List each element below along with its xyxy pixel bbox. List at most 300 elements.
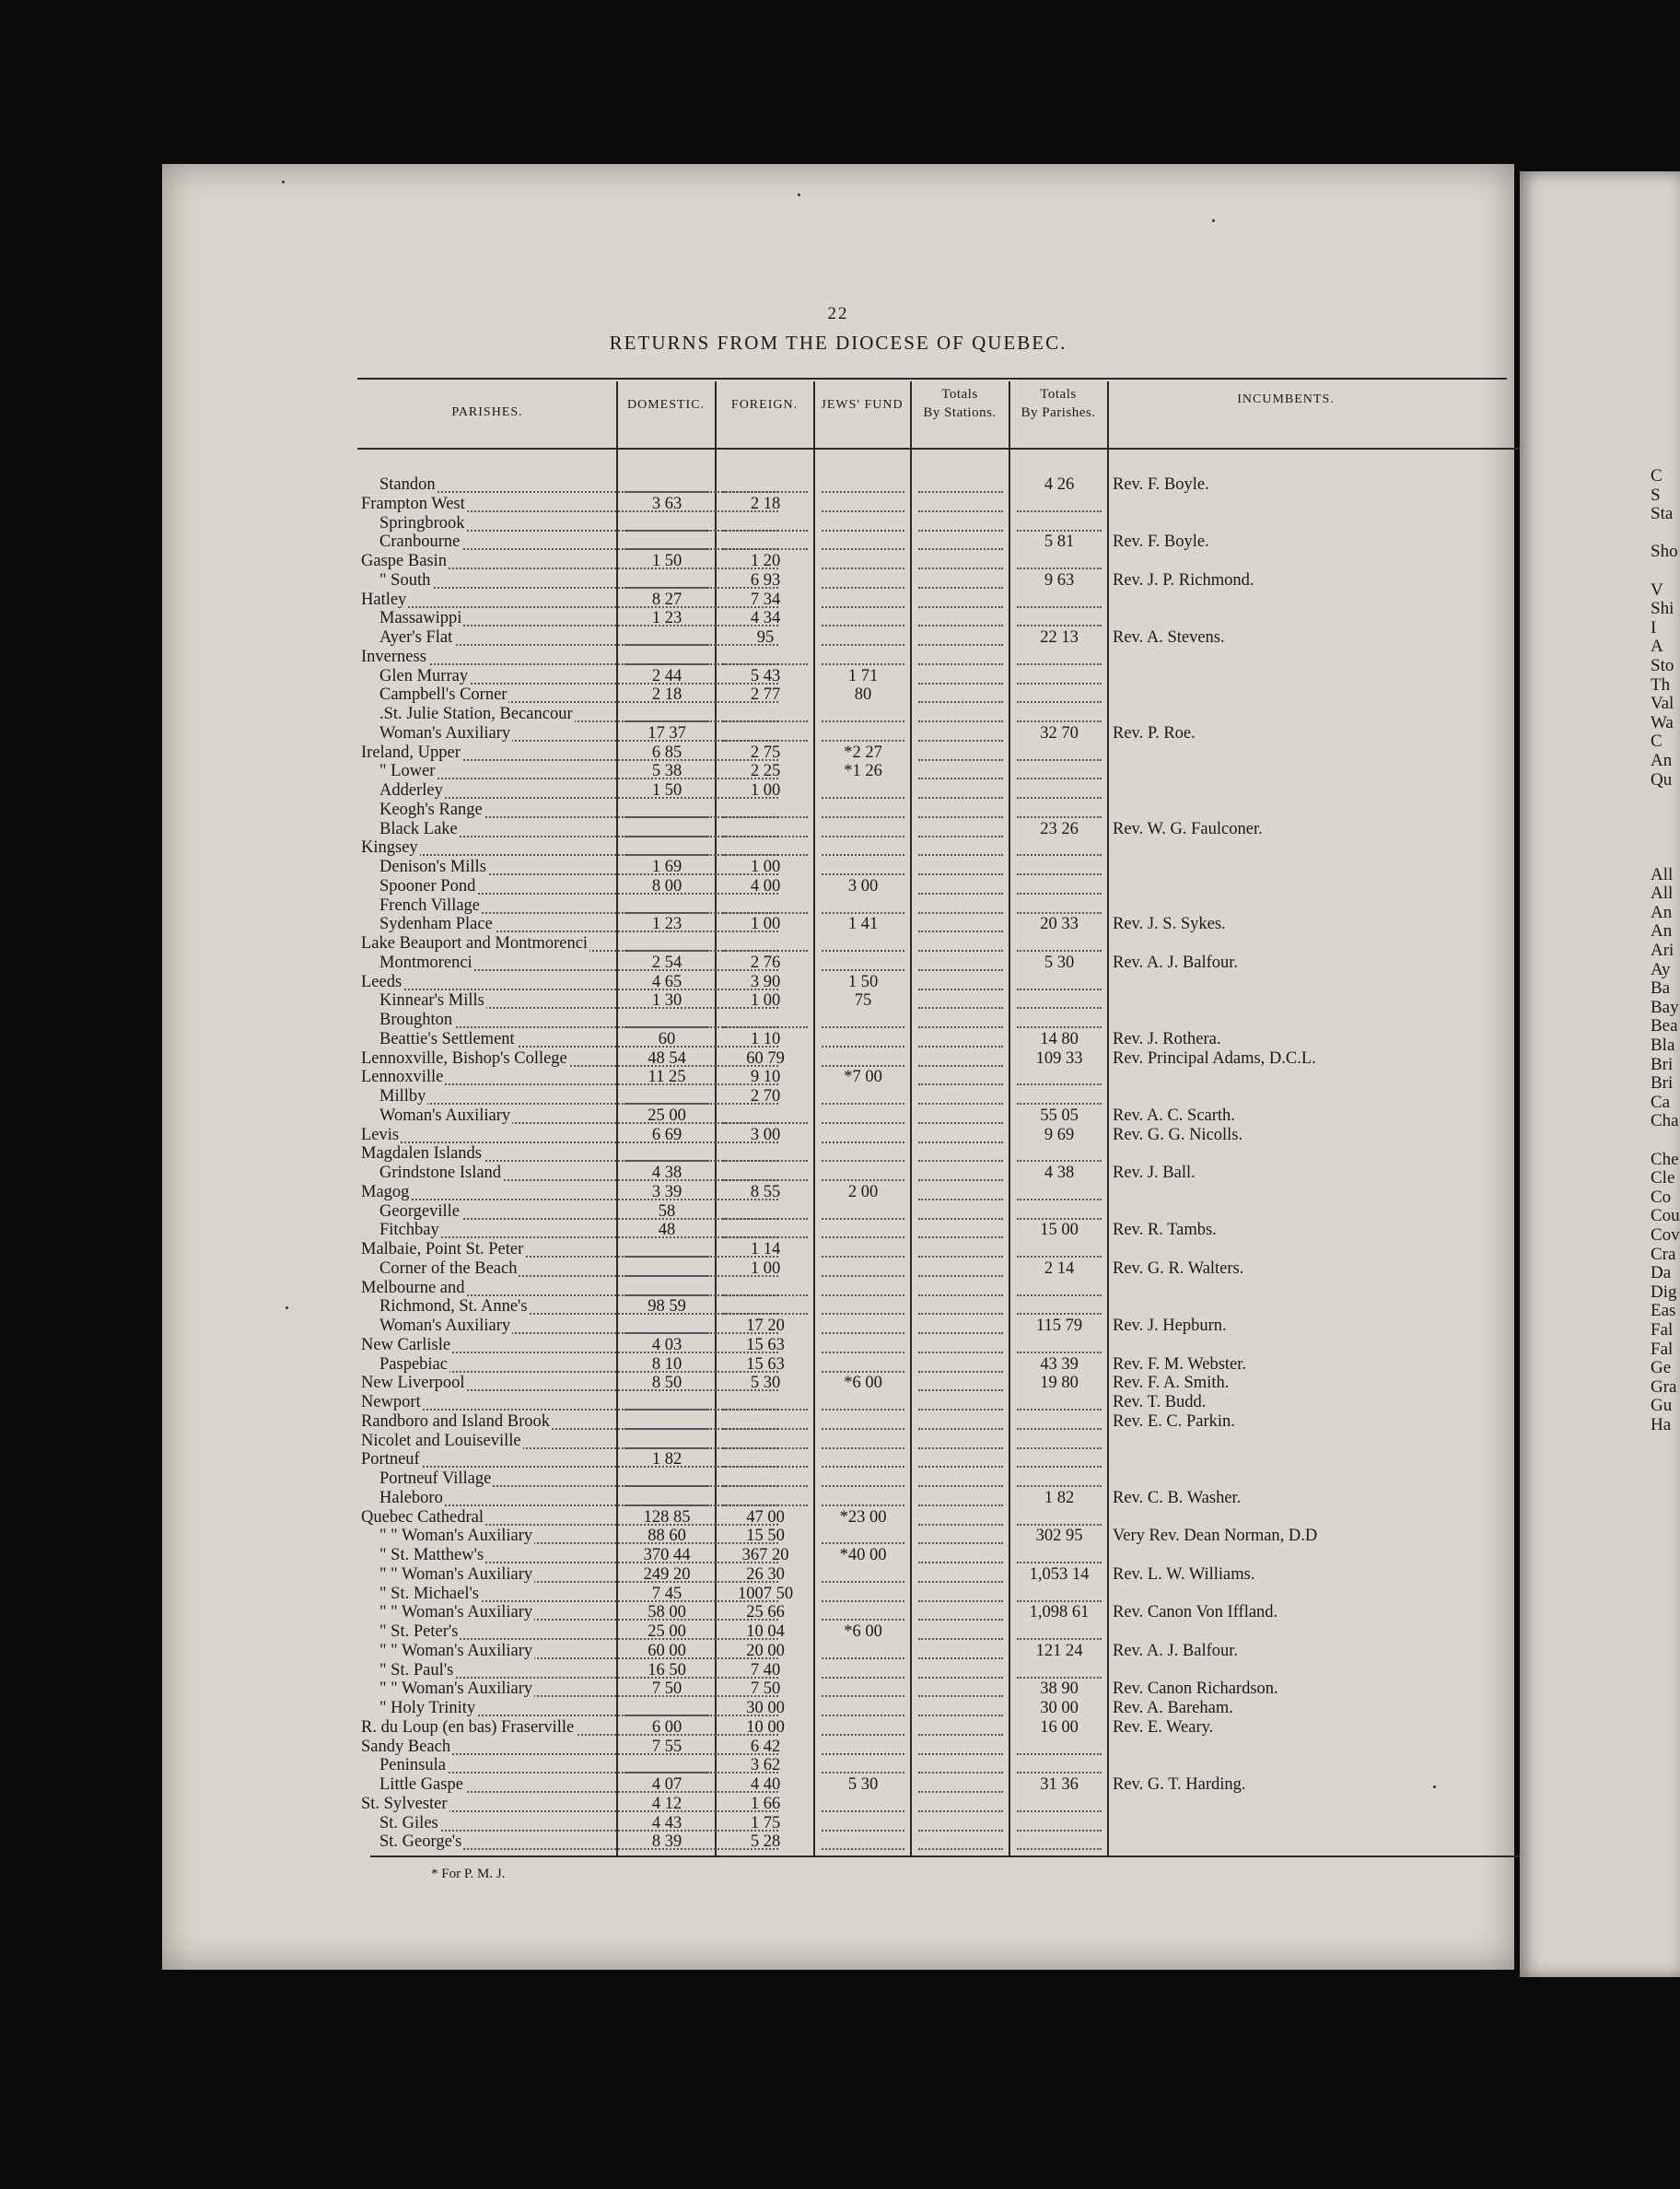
table-row xyxy=(162,1508,1514,1528)
totals-stations-cell xyxy=(913,1603,1009,1622)
foreign-cell xyxy=(718,1279,813,1298)
dot-leader xyxy=(918,571,1003,589)
foreign-cell xyxy=(718,896,813,916)
domestic-cell: 7 45 xyxy=(651,1584,682,1603)
totals-parishes-cell xyxy=(1011,1756,1107,1775)
parish-name xyxy=(361,1126,778,1145)
incumbent-cell xyxy=(1113,648,1509,667)
domestic-cell: 249 20 xyxy=(643,1564,691,1584)
dot-leader xyxy=(822,1585,904,1602)
totals-parishes-cell xyxy=(1011,1011,1107,1030)
totals-stations-cell xyxy=(913,1106,1009,1126)
dot-leader xyxy=(822,1030,904,1048)
dot-leader xyxy=(918,667,1003,685)
foreign-cell: 7 34 xyxy=(750,590,781,609)
facing-page-fragment: Cle xyxy=(1651,1168,1675,1188)
dot-leader xyxy=(1017,514,1102,532)
incumbent-cell: Rev. A. C. Scarth. xyxy=(1113,1106,1235,1125)
foreign-cell xyxy=(718,838,813,858)
table-row xyxy=(162,1259,1514,1279)
incumbent-cell xyxy=(1113,1297,1509,1317)
totals-stations-cell xyxy=(913,1336,1009,1355)
parish-name-text: " South xyxy=(379,570,431,590)
totals-parishes-cell xyxy=(1011,1450,1107,1469)
dot-leader xyxy=(1017,1432,1102,1449)
dot-leader xyxy=(918,858,1003,875)
jews-fund-cell: 1 41 xyxy=(847,915,879,934)
dot-leader xyxy=(822,781,904,799)
parish-name-text: Frampton West xyxy=(361,494,465,513)
facing-page-fragment: S xyxy=(1651,485,1661,505)
dot-leader xyxy=(822,1317,904,1334)
dot-leader xyxy=(822,1240,904,1258)
dot-leader xyxy=(918,896,1003,914)
dot-leader xyxy=(1017,1011,1102,1028)
totals-stations-cell xyxy=(913,1240,1009,1259)
jews-fund-cell xyxy=(816,1489,910,1508)
dot-leader xyxy=(624,648,709,665)
totals-parishes-cell xyxy=(1011,685,1107,705)
incumbent-cell: Rev. G. R. Walters. xyxy=(1113,1258,1244,1278)
dot-leader xyxy=(918,1585,1003,1602)
parish-name xyxy=(361,934,778,954)
domestic-cell: 370 44 xyxy=(643,1546,691,1564)
incumbent-cell: Rev. F. A. Smith. xyxy=(1113,1374,1230,1393)
domestic-cell: 1 82 xyxy=(651,1450,682,1469)
dot-leader xyxy=(624,1489,709,1506)
parish-name-text: Ayer's Flat xyxy=(379,628,453,647)
jews-fund-cell xyxy=(816,838,910,858)
dot-leader xyxy=(918,1202,1003,1220)
table-row xyxy=(162,514,1514,533)
jews-fund-cell: *1 26 xyxy=(844,762,882,781)
domestic-cell: 4 12 xyxy=(651,1794,682,1813)
domestic-cell xyxy=(619,801,715,820)
parish-name-text: " St. Michael's xyxy=(379,1584,480,1603)
table-row xyxy=(162,1814,1514,1833)
totals-stations-cell xyxy=(913,934,1009,954)
foreign-cell: 2 25 xyxy=(750,762,781,781)
foreign-cell: 2 18 xyxy=(750,494,781,513)
totals-stations-cell xyxy=(913,609,1009,628)
dot-leader xyxy=(361,591,778,608)
parish-name-text: Hatley xyxy=(361,590,407,609)
incumbent-cell xyxy=(1113,1432,1509,1451)
jews-fund-cell xyxy=(816,1718,910,1738)
jews-fund-cell xyxy=(816,1336,910,1355)
jews-fund-cell: 1 71 xyxy=(847,666,879,685)
parish-name-text: Woman's Auxiliary xyxy=(379,1317,511,1335)
table-row xyxy=(162,552,1514,571)
dot-leader xyxy=(918,954,1003,971)
parish-name xyxy=(361,1068,778,1087)
dot-leader xyxy=(1017,1832,1102,1850)
domestic-cell: 1 50 xyxy=(651,781,682,800)
totals-parishes-cell xyxy=(1011,1469,1107,1489)
totals-parishes-cell xyxy=(1011,1183,1107,1202)
dot-leader xyxy=(361,973,778,990)
facing-page-fragment: Ba xyxy=(1651,978,1671,999)
jews-fund-cell xyxy=(816,820,910,839)
domestic-cell xyxy=(619,571,715,591)
totals-stations-cell xyxy=(913,1049,1009,1069)
incumbent-cell xyxy=(1113,1508,1509,1528)
parish-name-text: Peninsula xyxy=(379,1756,446,1775)
totals-stations-cell xyxy=(913,1068,1009,1087)
totals-parishes-cell xyxy=(1011,1412,1107,1432)
domestic-cell: 7 55 xyxy=(651,1737,682,1756)
domestic-cell: 4 38 xyxy=(651,1164,682,1182)
domestic-cell xyxy=(619,475,715,495)
totals-parishes-cell xyxy=(1011,896,1107,916)
jews-fund-cell: 5 30 xyxy=(847,1775,879,1794)
totals-parishes-cell: 30 00 xyxy=(1040,1699,1079,1717)
foreign-cell: 95 xyxy=(756,628,775,647)
table-row xyxy=(162,801,1514,820)
dot-leader xyxy=(624,820,709,837)
dot-leader xyxy=(918,1432,1003,1449)
foreign-cell: 7 40 xyxy=(750,1660,781,1680)
parish-name-text: Quebec Cathedral xyxy=(361,1507,484,1527)
totals-parishes-cell xyxy=(1011,1546,1107,1565)
header-totals-parishes-line1: Totals xyxy=(1040,387,1077,402)
parish-name-text: R. du Loup (en bas) Fraserville xyxy=(361,1717,575,1737)
dot-leader xyxy=(918,1183,1003,1200)
dot-leader xyxy=(918,705,1003,722)
paper-speck xyxy=(1433,1785,1436,1788)
totals-parishes-cell: 32 70 xyxy=(1040,723,1079,743)
dot-leader xyxy=(822,1412,904,1430)
parish-name-text: " " Woman's Auxiliary xyxy=(379,1603,533,1622)
domestic-cell: 5 38 xyxy=(651,762,682,781)
parish-name xyxy=(361,973,778,992)
jews-fund-cell xyxy=(816,1680,910,1699)
dot-leader xyxy=(918,591,1003,608)
paper-speck xyxy=(798,193,800,196)
document-page xyxy=(162,164,1514,1970)
parish-name-text: Levis xyxy=(361,1125,400,1144)
domestic-cell xyxy=(619,1393,715,1412)
foreign-cell: 10 00 xyxy=(746,1717,785,1737)
jews-fund-cell: *6 00 xyxy=(844,1374,882,1393)
facing-page-fragment: Fal xyxy=(1651,1339,1674,1359)
parish-name xyxy=(361,1393,778,1412)
incumbent-cell: Rev. A. J. Balfour. xyxy=(1113,953,1239,972)
jews-fund-cell xyxy=(816,1832,910,1852)
incumbent-cell xyxy=(1113,1622,1509,1642)
domestic-cell: 16 50 xyxy=(648,1660,686,1680)
totals-stations-cell xyxy=(913,514,1009,533)
dot-leader xyxy=(822,1699,904,1716)
foreign-cell: 15 63 xyxy=(746,1354,785,1374)
dot-leader xyxy=(918,973,1003,990)
totals-stations-cell xyxy=(913,858,1009,877)
totals-parishes-cell: 14 80 xyxy=(1040,1029,1079,1048)
facing-page-fragment: Bri xyxy=(1651,1054,1674,1074)
parish-name xyxy=(361,1183,778,1202)
foreign-cell xyxy=(718,648,813,667)
parish-name-text: " " Woman's Auxiliary xyxy=(379,1564,533,1584)
incumbent-cell xyxy=(1113,973,1509,992)
dot-leader xyxy=(624,571,709,589)
foreign-cell xyxy=(718,1106,813,1126)
dot-leader xyxy=(624,1240,709,1258)
jews-fund-cell xyxy=(816,801,910,820)
totals-stations-cell xyxy=(913,1795,1009,1814)
parish-name-text: Kingsey xyxy=(361,838,418,858)
domestic-cell xyxy=(619,1144,715,1164)
jews-fund-cell xyxy=(816,934,910,954)
incumbent-cell: Rev. F. Boyle. xyxy=(1113,533,1209,552)
jews-fund-cell xyxy=(816,1642,910,1661)
table-row xyxy=(162,1642,1514,1661)
incumbent-cell: Rev. T. Budd. xyxy=(1113,1393,1207,1411)
dot-leader xyxy=(723,1279,808,1296)
incumbent-cell: Rev. Principal Adams, D.C.L. xyxy=(1113,1048,1316,1068)
dot-leader xyxy=(822,838,904,856)
dot-leader xyxy=(822,1393,904,1411)
table-row xyxy=(162,1622,1514,1642)
jews-fund-cell xyxy=(816,1661,910,1680)
foreign-cell: 15 63 xyxy=(746,1335,785,1354)
table-row xyxy=(162,667,1514,686)
table-row xyxy=(162,1183,1514,1202)
dot-leader xyxy=(822,1336,904,1353)
totals-stations-cell xyxy=(913,896,1009,916)
parish-name-text: Spooner Pond xyxy=(379,876,476,896)
totals-stations-cell xyxy=(913,1832,1009,1852)
foreign-cell: 5 28 xyxy=(750,1832,781,1852)
parish-name-text: Broughton xyxy=(379,1011,453,1029)
totals-parishes-cell xyxy=(1011,934,1107,954)
dot-leader xyxy=(918,1546,1003,1563)
dot-leader xyxy=(624,1699,709,1716)
table-row xyxy=(162,1393,1514,1412)
dot-leader xyxy=(1017,1795,1102,1812)
totals-stations-cell xyxy=(913,1164,1009,1183)
dot-leader xyxy=(1017,896,1102,914)
header-top-rule xyxy=(357,378,1507,380)
parish-name-text: French Village xyxy=(379,896,481,915)
foreign-cell: 1 66 xyxy=(750,1794,781,1813)
dot-leader xyxy=(918,1297,1003,1315)
dot-leader xyxy=(1017,685,1102,703)
foreign-cell xyxy=(718,475,813,495)
jews-fund-cell xyxy=(816,1355,910,1375)
table-row xyxy=(162,1087,1514,1106)
parish-name-text: Paspebiac xyxy=(379,1354,448,1374)
parish-name-text: Melbourne and xyxy=(361,1278,465,1297)
jews-fund-cell xyxy=(816,724,910,743)
dot-leader xyxy=(723,724,808,742)
facing-page-fragment: Th xyxy=(1651,674,1671,695)
dot-leader xyxy=(822,514,904,532)
parish-name-text: " St. Paul's xyxy=(379,1660,454,1680)
parish-name-text: Lake Beauport and Montmorenci xyxy=(361,934,589,953)
domestic-cell: 11 25 xyxy=(648,1068,686,1087)
facing-page-fragment: An xyxy=(1651,921,1673,942)
totals-parishes-cell xyxy=(1011,801,1107,820)
dot-leader xyxy=(822,1603,904,1621)
totals-parishes-cell xyxy=(1011,1832,1107,1852)
dot-leader xyxy=(918,1011,1003,1028)
incumbent-cell xyxy=(1113,858,1509,877)
foreign-cell: 2 77 xyxy=(750,685,781,705)
table-row xyxy=(162,1469,1514,1489)
parish-name xyxy=(361,1738,778,1757)
dot-leader xyxy=(918,1661,1003,1679)
table-row xyxy=(162,1355,1514,1375)
totals-parishes-cell: 16 00 xyxy=(1040,1717,1079,1737)
dot-leader xyxy=(822,1049,904,1067)
totals-parishes-cell xyxy=(1011,1279,1107,1298)
parish-name xyxy=(361,838,778,858)
foreign-cell: 20 00 xyxy=(746,1641,785,1660)
dot-leader xyxy=(1017,609,1102,626)
totals-parishes-cell: 43 39 xyxy=(1040,1354,1079,1374)
header-totals-stations-line2: By Stations. xyxy=(923,405,997,420)
domestic-cell xyxy=(619,1489,715,1508)
facing-page-fragment: C xyxy=(1651,732,1662,752)
facing-page-edge xyxy=(1520,171,1680,1977)
parish-name-text: Magdalen Islands xyxy=(361,1144,483,1164)
totals-parishes-cell xyxy=(1011,591,1107,610)
dot-leader xyxy=(1017,991,1102,1009)
dot-leader xyxy=(822,1259,904,1277)
jews-fund-cell xyxy=(816,1432,910,1451)
totals-parishes-cell: 31 36 xyxy=(1040,1775,1079,1794)
totals-stations-cell xyxy=(913,1393,1009,1412)
table-row xyxy=(162,724,1514,743)
domestic-cell: 60 xyxy=(658,1029,676,1048)
incumbent-cell xyxy=(1113,1546,1509,1565)
incumbent-cell xyxy=(1113,838,1509,858)
totals-parishes-cell: 115 79 xyxy=(1035,1317,1083,1335)
dot-leader xyxy=(918,1221,1003,1238)
incumbent-cell xyxy=(1113,743,1509,763)
dot-leader xyxy=(1017,1469,1102,1487)
dot-leader xyxy=(1017,934,1102,952)
jews-fund-cell: *2 27 xyxy=(844,743,882,762)
foreign-cell: 6 42 xyxy=(750,1737,781,1756)
foreign-cell xyxy=(718,1202,813,1222)
totals-stations-cell xyxy=(913,1432,1009,1451)
foreign-cell: 5 30 xyxy=(750,1374,781,1393)
parish-name-text: Millby xyxy=(379,1087,426,1106)
parish-name-text: Standon xyxy=(379,475,436,494)
facing-page-fragment: Bay xyxy=(1651,997,1679,1017)
dot-leader xyxy=(1017,1240,1102,1258)
dot-leader xyxy=(723,1489,808,1506)
dot-leader xyxy=(1017,762,1102,779)
domestic-cell xyxy=(619,1279,715,1298)
totals-parishes-cell xyxy=(1011,1068,1107,1087)
incumbent-cell xyxy=(1113,896,1509,916)
dot-leader xyxy=(918,1775,1003,1793)
domestic-cell: 6 00 xyxy=(651,1717,682,1737)
facing-page-fragment: All xyxy=(1651,884,1674,904)
totals-parishes-cell xyxy=(1011,877,1107,896)
incumbent-cell: Rev. J. P. Richmond. xyxy=(1113,570,1254,590)
totals-parishes-cell xyxy=(1011,1585,1107,1604)
foreign-cell: 1 10 xyxy=(750,1029,781,1048)
totals-stations-cell xyxy=(913,877,1009,896)
domestic-cell: 128 85 xyxy=(643,1507,691,1527)
dot-leader xyxy=(918,1164,1003,1181)
incumbent-cell: Rev. A. Stevens. xyxy=(1113,628,1225,647)
dot-leader xyxy=(723,475,808,493)
dot-leader xyxy=(918,743,1003,761)
totals-parishes-cell xyxy=(1011,991,1107,1011)
totals-stations-cell xyxy=(913,801,1009,820)
parish-name-text: Newport xyxy=(361,1393,421,1411)
dot-leader xyxy=(723,648,808,665)
facing-page-fragment: Ge xyxy=(1651,1358,1672,1378)
incumbent-cell xyxy=(1113,514,1509,533)
table-row xyxy=(162,591,1514,610)
facing-page-fragment: Sta xyxy=(1651,504,1674,524)
facing-page-fragment: Bea xyxy=(1651,1016,1678,1036)
dot-leader xyxy=(723,533,808,550)
paper-speck xyxy=(1212,219,1215,222)
incumbent-cell: Rev. W. G. Faulconer. xyxy=(1113,819,1263,838)
totals-parishes-cell: 19 80 xyxy=(1040,1374,1079,1393)
dot-leader xyxy=(918,1756,1003,1773)
dot-leader xyxy=(624,1259,709,1277)
incumbent-cell: Rev. J. Rothera. xyxy=(1113,1029,1221,1048)
dot-leader xyxy=(918,533,1003,550)
parish-name-text: " " Woman's Auxiliary xyxy=(379,1527,533,1546)
facing-page-fragment: Gu xyxy=(1651,1396,1673,1416)
incumbent-cell xyxy=(1113,1202,1509,1222)
parish-name-text: St. George's xyxy=(379,1832,462,1852)
dot-leader xyxy=(822,1756,904,1773)
dot-leader xyxy=(1017,1144,1102,1162)
incumbent-cell xyxy=(1113,1068,1509,1087)
domestic-cell: 1 23 xyxy=(651,609,682,628)
totals-stations-cell xyxy=(913,1775,1009,1795)
table-row xyxy=(162,858,1514,877)
dot-leader xyxy=(822,591,904,608)
facing-page-fragment: Gra xyxy=(1651,1376,1677,1397)
foreign-cell xyxy=(718,533,813,552)
dot-leader xyxy=(723,1164,808,1181)
dot-leader xyxy=(918,1126,1003,1143)
totals-stations-cell xyxy=(913,495,1009,514)
dot-leader xyxy=(1017,1450,1102,1468)
domestic-cell: 4 43 xyxy=(651,1813,682,1832)
incumbent-cell: Very Rev. Dean Norman, D.D xyxy=(1113,1527,1318,1546)
facing-page-fragment: I xyxy=(1651,617,1657,638)
totals-stations-cell xyxy=(913,1355,1009,1375)
dot-leader xyxy=(918,1738,1003,1755)
parish-name-text: Montmorenci xyxy=(379,953,472,972)
incumbent-cell xyxy=(1113,781,1509,801)
dot-leader xyxy=(822,1355,904,1373)
parish-name-text: " Holy Trinity xyxy=(379,1699,476,1717)
domestic-cell: 4 03 xyxy=(651,1335,682,1354)
parish-name xyxy=(361,495,778,514)
facing-page-fragment: Dig xyxy=(1651,1282,1677,1302)
foreign-cell: 30 00 xyxy=(746,1699,785,1717)
incumbent-cell xyxy=(1113,552,1509,571)
parish-name xyxy=(361,1432,778,1451)
dot-leader xyxy=(822,1469,904,1487)
dot-leader xyxy=(918,1527,1003,1544)
dot-leader xyxy=(918,1259,1003,1277)
jews-fund-cell: 2 00 xyxy=(847,1182,879,1201)
table-row xyxy=(162,973,1514,992)
